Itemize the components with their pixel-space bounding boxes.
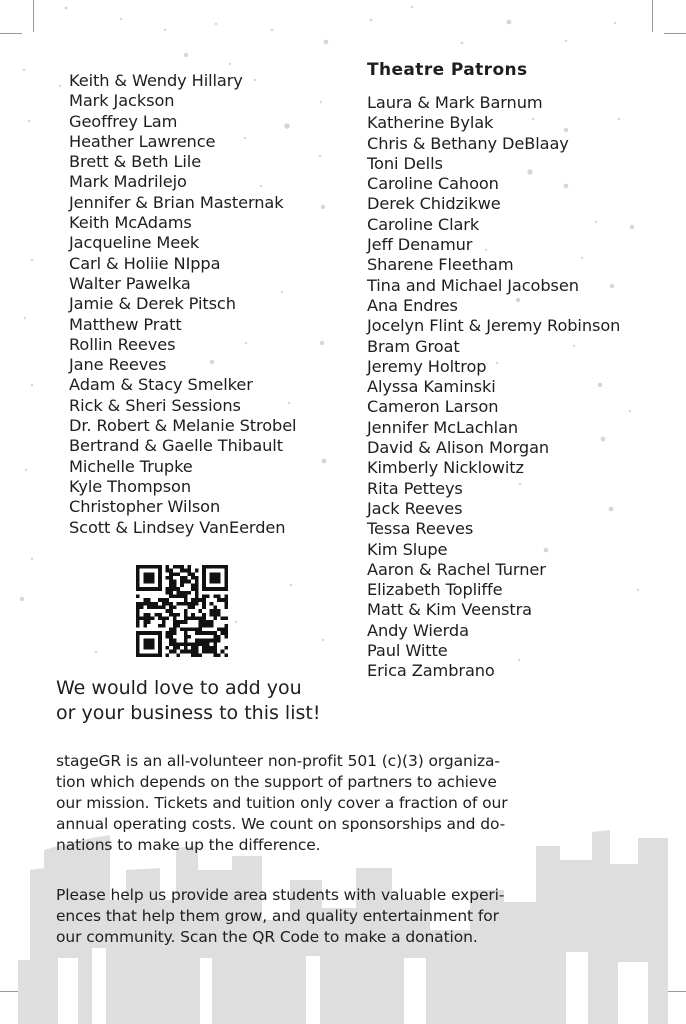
cta-text [56,676,356,726]
name-list-item: Jennifer & Brian Masternak [69,192,284,212]
name-list-item: Sharene Fleetham [367,255,514,275]
name-list-item: Tina and Michael Jacobsen [367,275,579,295]
theatre-patrons-list [367,93,620,682]
cta-line-1: We would love to add you [56,677,302,699]
name-list-item: Mark Jackson [69,91,175,111]
name-list-item: Kyle Thompson [69,476,192,496]
name-list-item: Laura & Mark Barnum [367,93,543,112]
name-list-item: David & Alison Morgan [367,438,550,458]
name-list-item: Alyssa Kaminski [367,377,496,397]
name-list-item: Scott & Lindsey VanEerden [69,517,286,537]
name-list-item: Brett & Beth Lile [69,152,202,172]
name-list-item: Jacqueline Meek [69,233,200,253]
name-list-item: Aaron & Rachel Turner [367,559,546,579]
name-list-item: Adam & Stacy Smelker [69,375,253,395]
name-list-item: Jane Reeves [69,355,167,375]
name-list-item: Michelle Trupke [69,456,193,476]
name-list-item: Paul Witte [367,641,448,661]
name-list-item: Rick & Sheri Sessions [69,395,241,415]
paragraph-line: ences that help them grow, and quality entertainment for [56,907,499,925]
name-list-item: Tessa Reeves [367,519,474,539]
name-list-item: Jennifer McLachlan [367,417,519,437]
sponsor-name-list [69,71,296,538]
mission-paragraph [56,751,576,856]
name-list-item: Walter Pawelka [69,273,191,293]
name-list-item: Erica Zambrano [367,661,495,681]
name-list-item: Geoffrey Lam [69,111,178,131]
name-list-item: Elizabeth Topliffe [367,580,503,600]
name-list-item: Christopher Wilson [69,497,221,517]
name-list-item: Matthew Pratt [69,314,182,334]
name-list-item: Ana Endres [367,295,458,315]
name-list-item: Carl & Holiie NIppa [69,253,221,273]
name-list-item: Bram Groat [367,336,460,356]
paragraph-line: our mission. Tickets and tuition only cover a fraction of our [56,794,508,812]
name-list-item: Heather Lawrence [69,131,216,151]
paragraph-line: stageGR is an all-volunteer non-profit 501 (c)(3) organiza- [56,752,500,770]
name-list-item: Katherine Bylak [367,113,494,133]
name-list-item: Keith & Wendy Hillary [69,71,243,90]
name-list-item: Jocelyn Flint & Jeremy Robinson [367,316,621,336]
name-list-item: Derek Chidzikwe [367,194,501,214]
name-list-item: Chris & Bethany DeBlaay [367,133,569,153]
donation-paragraph [56,885,576,948]
name-list-item: Caroline Cahoon [367,174,499,194]
name-list-item: Jamie & Derek Pitsch [69,294,236,314]
qr-code-icon[interactable] [136,565,228,657]
name-list-item: Jack Reeves [367,498,463,518]
paragraph-line: tion which depends on the support of partners to achieve [56,773,497,791]
name-list-item: Keith McAdams [69,213,192,233]
name-list-item: Bertrand & Gaelle Thibault [69,436,283,456]
name-list-item: Mark Madrilejo [69,172,187,192]
name-list-item: Kim Slupe [367,539,448,559]
name-list-item: Cameron Larson [367,397,499,417]
theatre-patrons-heading: Theatre Patrons [367,60,528,80]
name-list-item: Kimberly Nicklowitz [367,458,524,478]
cta-line-2: or your business to this list! [56,702,321,724]
name-list-item: Dr. Robert & Melanie Strobel [69,416,297,436]
paragraph-line: annual operating costs. We count on sponsorships and do- [56,815,506,833]
paragraph-line: Please help us provide area students with valuable experi- [56,886,505,904]
name-list-item: Rita Petteys [367,478,463,498]
name-list-item: Toni Dells [367,153,443,173]
paragraph-line: nations to make up the difference. [56,836,321,854]
name-list-item: Jeff Denamur [367,235,473,255]
paragraph-line: our community. Scan the QR Code to make a donation. [56,928,478,946]
name-list-item: Caroline Clark [367,214,480,234]
name-list-item: Matt & Kim Veenstra [367,600,532,620]
name-list-item: Andy Wierda [367,620,469,640]
name-list-item: Jeremy Holtrop [367,356,487,376]
name-list-item: Rollin Reeves [69,334,176,354]
